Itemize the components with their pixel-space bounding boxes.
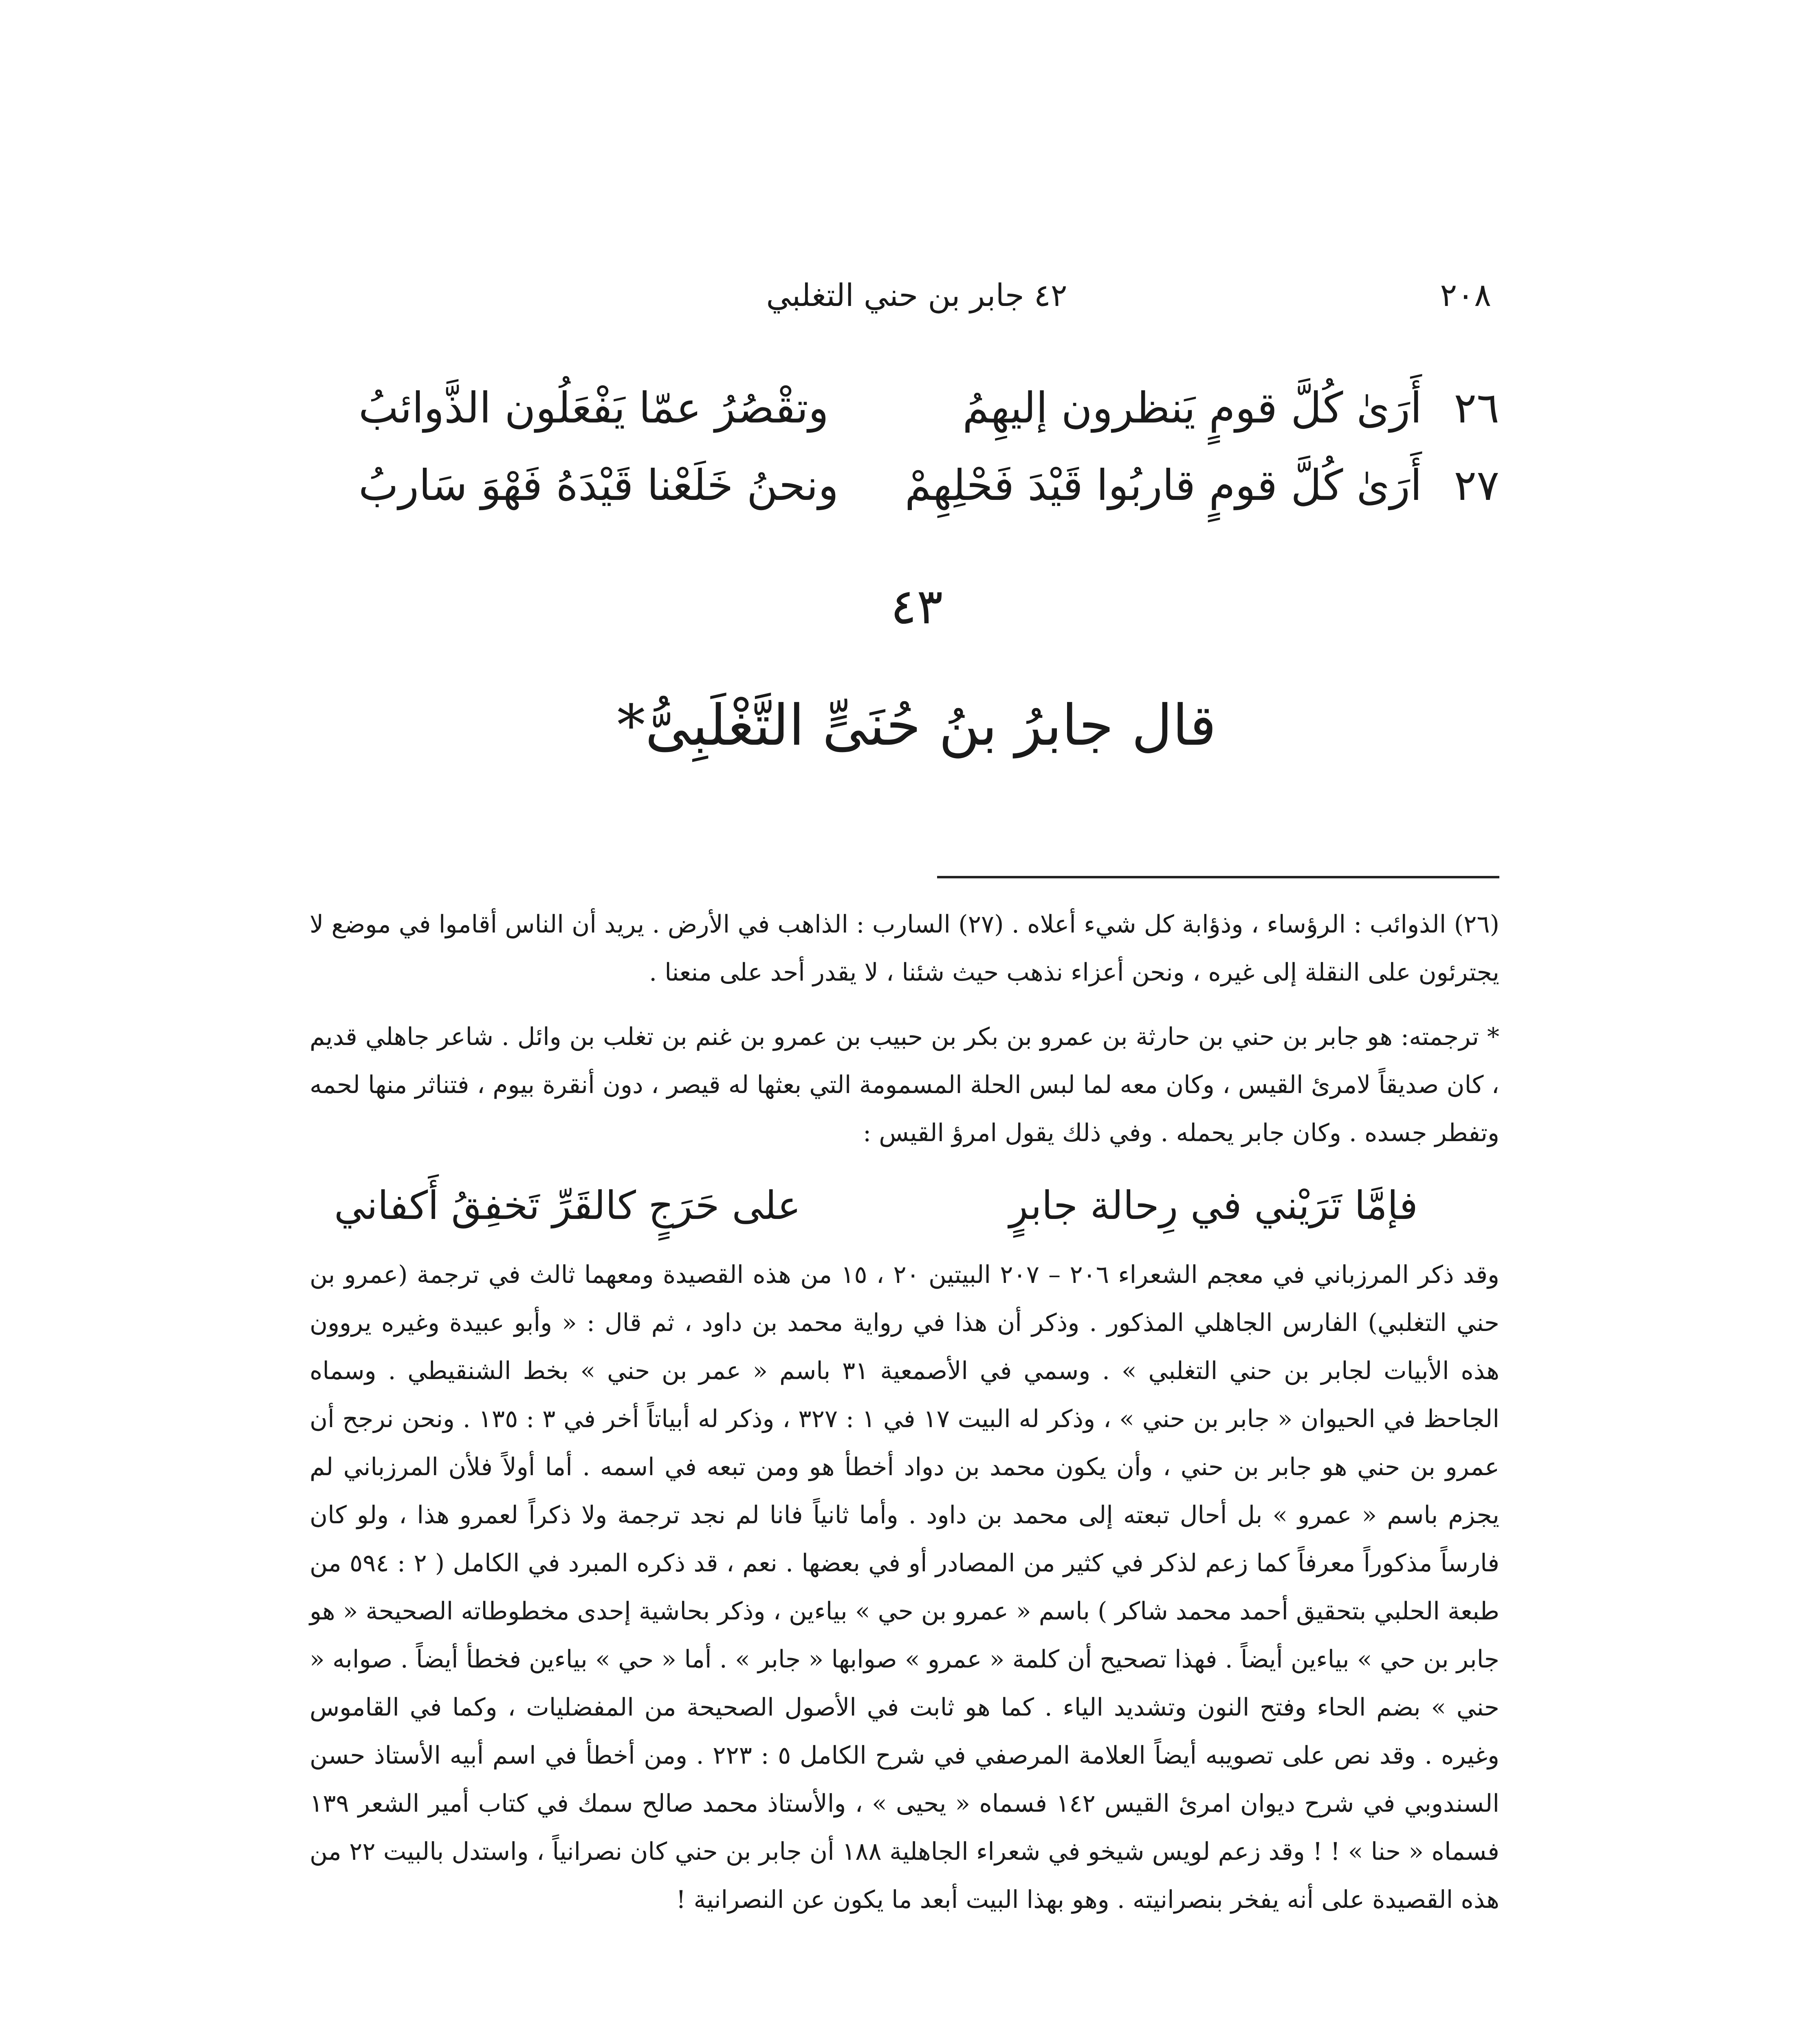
verse-26 bbox=[359, 383, 1499, 444]
verse-number: ٢٦ bbox=[1454, 383, 1499, 433]
verse-27 bbox=[359, 460, 1499, 521]
cited-first-hemistich: فإمَّا تَرَيْني في رِحالة جابرٍ bbox=[1009, 1183, 1418, 1228]
paragraph-gap bbox=[310, 997, 1499, 1013]
page-number: ٢٠٨ bbox=[1440, 277, 1491, 314]
footnote-biography: * ترجمته: هو جابر بن حني بن حارثة بن عمرو بن بكر بن حبيب بن عمرو بن غنم بن تغلب بن وائل . شاعر جاهلي قديم ، كان صديقاً لامرئ القيس ، وكان معه لما لبس الحلة المسمومة التي بعثها له قيصر ، دون أنقرة بيوم ، فتناثر منها لحمه وتفطر جسده . وكان جابر يحمله . وفي ذلك يقول امرؤ القيس : bbox=[310, 1023, 1499, 1147]
footnotes bbox=[310, 900, 1499, 1924]
footnote-divider bbox=[937, 876, 1499, 878]
cited-verse bbox=[310, 1165, 1499, 1247]
poem-title: قال جابرُ بنُ حُنَىٍّ التَّغْلَبِىُّ* bbox=[617, 693, 1217, 758]
footnote-verses-26-27: (٢٦) الذوائب : الرؤساء ، وذؤابة كل شيء أعلاه . (٢٧) السارب : الذاهب في الأرض . يريد أن الناس أقاموا في موضع لا يجترئون على النقلة إلى غيره ، ونحن أعزاء نذهب حيث شئنا ، لا يقدر أحد على منعنا . bbox=[310, 910, 1499, 987]
second-hemistich: وتقْصُرُ عمّا يَفْعَلُون الذَّوائبُ bbox=[359, 383, 829, 433]
running-head: ٤٢ جابر بن حني التغلبي bbox=[766, 277, 1067, 313]
first-hemistich: أَرَىٰ كُلَّ قومٍ يَنظرون إليهِمُ bbox=[962, 383, 1422, 433]
first-hemistich: أَرَىٰ كُلَّ قومٍ قاربُوا قَيْدَ فَحْلِهِمْ bbox=[904, 460, 1422, 510]
poem-number: ٤٣ bbox=[890, 579, 943, 635]
verse-number: ٢٧ bbox=[1454, 460, 1499, 510]
cited-second-hemistich: على حَرَجٍ كالقَرِّ تَخفِقُ أَكفاني bbox=[334, 1183, 801, 1228]
second-hemistich: ونحنُ خَلَعْنا قَيْدَهُ فَهْوَ سَاربُ bbox=[359, 460, 839, 510]
footnote-discussion: وقد ذكر المرزباني في معجم الشعراء ٢٠٦ – ٢٠٧ البيتين ٢٠ ، ١٥ من هذه القصيدة ومعهما ثالث في ترجمة (عمرو بن حني التغلبي) الفارس الجاهلي المذكور . وذكر أن هذا في رواية محمد بن داود ، ثم قال : « وأبو عبيدة وغيره يروون هذه الأبيات لجابر بن حني التغلبي » . وسمي في الأصمعية ٣١ باسم « عمر بن حني » بخط الشنقيطي . وسماه الجاحظ في الحيوان « جابر بن حني » ، وذكر له البيت ١٧ في ١ : ٣٢٧ ، وذكر له أبياتاً أخر في ٣ : ١٣٥ . ونحن نرجح أن عمرو بن حني هو جابر بن حني ، وأن يكون محمد بن دواد أخطأ هو ومن تبعه في اسمه . أما أولاً فلأن المرزباني لم يجزم باسم « عمرو » بل أحال تبعته إلى محمد بن داود . وأما ثانياً فانا لم نجد ترجمة ولا ذكراً لعمرو هذا ، ولو كان فارساً مذكوراً معرفاً كما زعم لذكر في كثير من المصادر أو في بعضها . نعم ، قد ذكره المبرد في الكامل ( ٢ : ٥٩٤ من طبعة الحلبي بتحقيق أحمد محمد شاكر ) باسم « عمرو بن حي » بياءين ، وذكر بحاشية إحدى مخطوطاته الصحيحة « هو جابر بن حي » بياءين أيضاً . فهذا تصحيح أن كلمة « عمرو » صوابها « جابر » . أما « حي » بياءين فخطأ أيضاً . صوابه « حني » بضم الحاء وفتح النون وتشديد الياء . كما هو ثابت في الأصول الصحيحة من المفضليات ، وكما في القاموس وغيره . وقد نص على تصويبه أيضاً العلامة المرصفي في شرح الكامل ٥ : ٢٢٣ . ومن أخطأ في اسم أبيه الأستاذ حسن السندوبي في شرح ديوان امرئ القيس ١٤٢ فسماه « يحيى » ، والأستاذ محمد صالح سمك في كتاب أمير الشعر ١٣٩ فسماه « حنا » ! ! وقد زعم لويس شيخو في شعراء الجاهلية ١٨٨ أن جابر بن حني كان نصرانياً ، واستدل بالبيت ٢٢ من هذه القصيدة على أنه يفخر بنصرانيته . وهو بهذا البيت أبعد ما يكون عن النصرانية ! bbox=[310, 1260, 1500, 1914]
